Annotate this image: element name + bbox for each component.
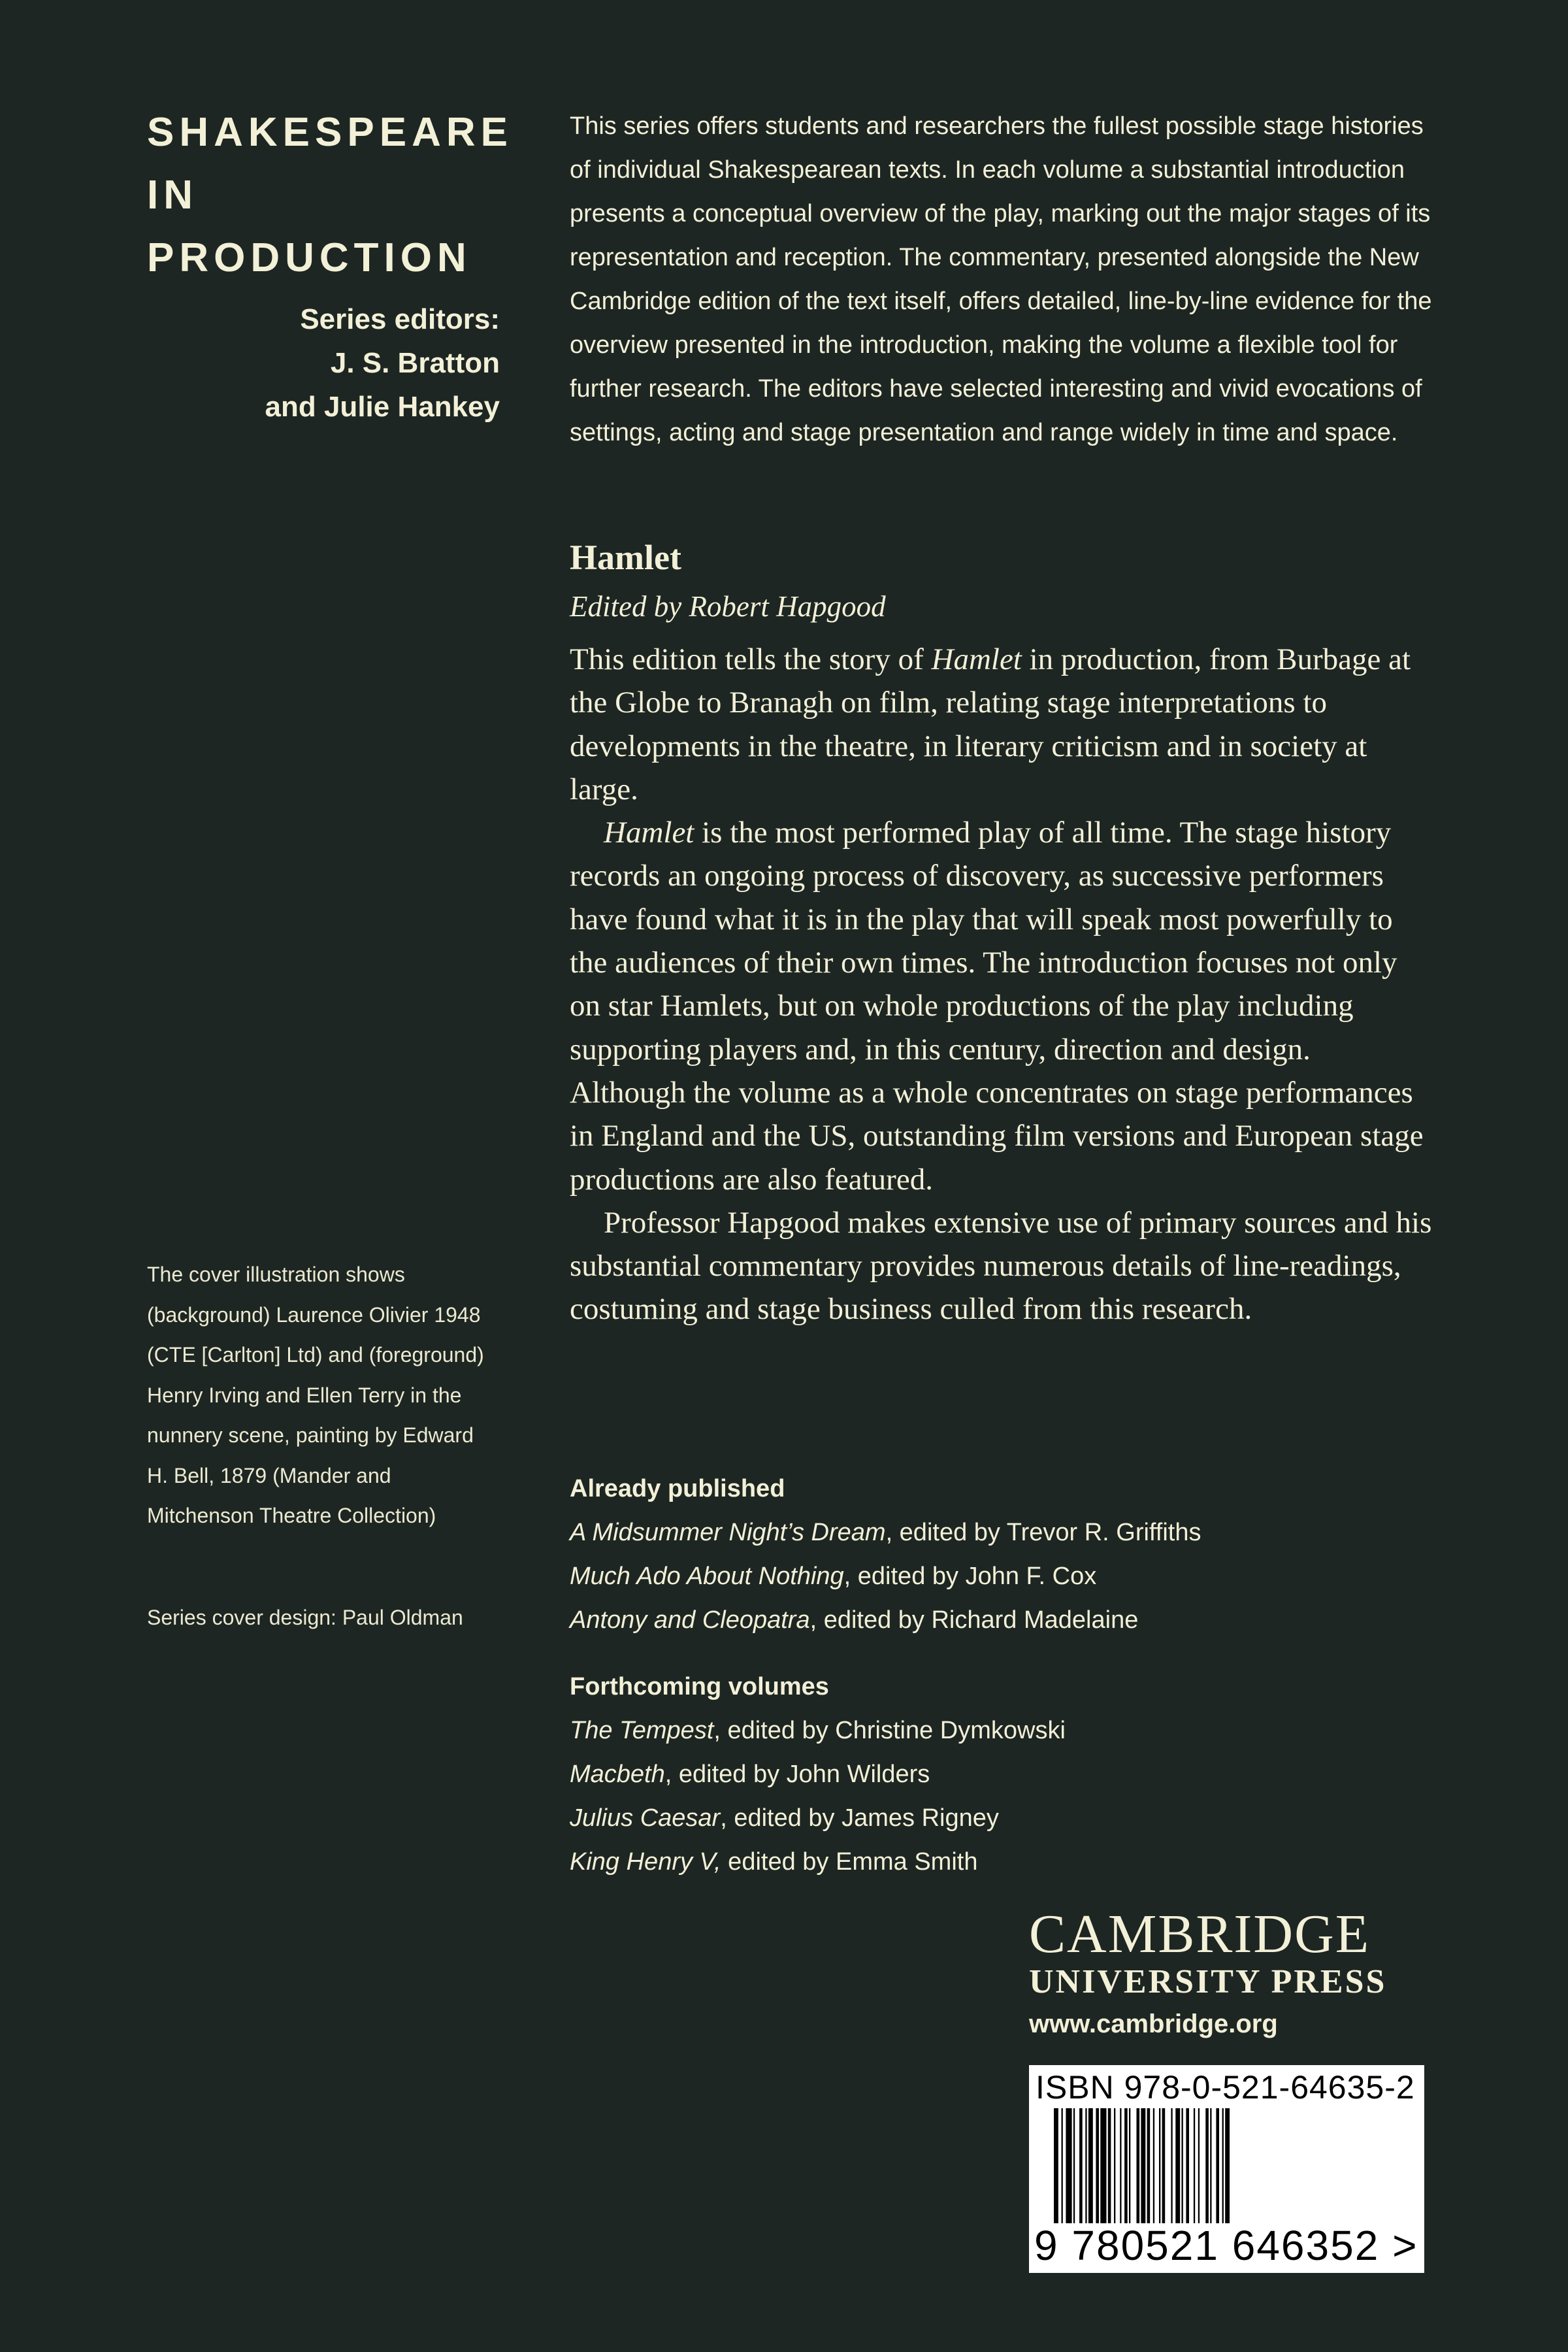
cover-design-credit: Series cover design: Paul Oldman: [147, 1606, 463, 1629]
list-item: [570, 1555, 1432, 1598]
publisher-name: CAMBRIDGE: [1029, 1904, 1371, 1964]
barcode-bar: [1159, 2108, 1160, 2223]
blurb-p1-title: Hamlet: [931, 642, 1022, 676]
series-title-line2: IN PRODUCTION: [147, 173, 472, 280]
series-editor-2: and Julie Hankey: [265, 391, 500, 423]
barcode-bar: [1085, 2108, 1086, 2223]
blurb-paragraph-2: [570, 811, 1432, 1201]
blurb-paragraph-3: Professor Hapgood makes extensive use of primary sources and his substantial commentary provides numerous details of line-readings, costuming and stage business culled from this research.: [570, 1205, 1432, 1327]
barcode-bar: [1108, 2108, 1111, 2223]
barcode-bars: [1054, 2108, 1400, 2223]
blurb-p1-text-end: in production, from Burbage at the Globe to Branagh on film, relating stage interpretations to developments in the theatre, in literary criticism and in society at large.: [570, 642, 1411, 806]
barcode-bar: [1054, 2108, 1058, 2223]
barcode-bar: [1147, 2108, 1151, 2223]
barcode-bar: [1120, 2108, 1121, 2223]
series-editor-1: J. S. Bratton: [330, 347, 500, 379]
isbn-text: ISBN 978-0-521-64635-2: [1036, 2069, 1415, 2106]
blurb-p2-text: is the most performed play of all time. The stage history records an ongoing process of discovery, as successive performers have found what it is in the play that will speak most powerfully to the audiences of their own times. The introduction focuses not only on star Hamlets, but on whole productions of the play including supporting players and, in this century, direction and design. Although the volume as a whole concentrates on stage performances in England and the US, outstanding film versions and European stage productions are also featured.: [570, 816, 1424, 1197]
barcode-bar: [1162, 2108, 1166, 2223]
series-title-line1: SHAKESPEARE: [147, 110, 513, 155]
barcode-bar: [1225, 2108, 1230, 2223]
barcode-bar: [1182, 2108, 1183, 2223]
barcode-bar: [1066, 2108, 1071, 2223]
list-item-editor: , edited by John Wilders: [664, 1761, 930, 1788]
series-editors: [147, 297, 500, 429]
publisher-url: www.cambridge.org: [1029, 2010, 1278, 2038]
list-item-editor: edited by Emma Smith: [721, 1848, 978, 1876]
barcode-bar: [1216, 2108, 1219, 2223]
already-published-list: [570, 1467, 1432, 1642]
barcode-bar: [1186, 2108, 1189, 2223]
list-item-title: Macbeth: [570, 1761, 665, 1788]
barcode-bar: [1141, 2108, 1145, 2223]
barcode-digits: 9 780521 646352 >: [1034, 2222, 1418, 2269]
blurb-p1-text: This edition tells the story of: [570, 642, 932, 676]
list-item-title: Much Ado About Nothing: [570, 1563, 844, 1590]
list-item: [570, 1753, 1432, 1797]
list-item-editor: , edited by James Rigney: [720, 1804, 999, 1832]
barcode-bar: [1073, 2108, 1075, 2223]
barcode-bar: [1194, 2108, 1195, 2223]
blurb-paragraph-1: [570, 638, 1432, 811]
list-item-title: King Henry V,: [570, 1848, 721, 1876]
list-item-title: Julius Caesar: [570, 1804, 721, 1832]
barcode-bar: [1171, 2108, 1172, 2223]
barcode-bar: [1153, 2108, 1154, 2223]
forthcoming-heading: Forthcoming volumes: [570, 1673, 829, 1700]
publisher-logo: [1029, 1905, 1428, 2044]
list-item-title: Antony and Cleopatra: [570, 1606, 810, 1634]
barcode-bar: [1079, 2108, 1083, 2223]
list-item: [570, 1598, 1432, 1642]
barcode-bar: [1222, 2108, 1224, 2223]
list-item-editor: , edited by Trevor R. Griffiths: [885, 1519, 1201, 1546]
book-editor: Edited by Robert Hapgood: [570, 590, 886, 623]
barcode-bar: [1114, 2108, 1115, 2223]
barcode-bar: [1124, 2108, 1128, 2223]
barcode: [1029, 2065, 1424, 2273]
already-published-heading: Already published: [570, 1475, 785, 1502]
list-item: [570, 1709, 1432, 1753]
book-title: Hamlet: [570, 538, 681, 577]
barcode-bar: [1088, 2108, 1093, 2223]
publisher-subtitle: UNIVERSITY PRESS: [1029, 1963, 1387, 2000]
list-item-editor: , edited by Richard Madelaine: [809, 1606, 1139, 1634]
list-item-title: A Midsummer Night’s Dream: [570, 1519, 886, 1546]
list-item-editor: , edited by Christine Dymkowski: [713, 1717, 1066, 1744]
cover-illustration-credit: The cover illustration shows (background) Laurence Olivier 1948 (CTE [Carlton] Ltd) and (foreground) Henry Irving and Ellen Terry in the nunnery scene, painting by Edward H. Bell, 1879 (Mander and Mitchenson Theatre Collection): [147, 1263, 484, 1527]
barcode-bar: [1198, 2108, 1200, 2223]
barcode-bar: [1205, 2108, 1209, 2223]
list-item: [570, 1797, 1432, 1840]
series-heading: [147, 101, 513, 429]
barcode-bar: [1096, 2108, 1099, 2223]
book-blurb: [570, 638, 1432, 1331]
list-item: [570, 1840, 1432, 1884]
barcode-bar: [1062, 2108, 1063, 2223]
series-description: This series offers students and researchers the fullest possible stage histories of individual Shakespearean texts. In each volume a substantial introduction presents a conceptual overview of the play, marking out the major stages of its representation and reception. The commentary, presented alongside the New Cambridge edition of the text itself, offers detailed, line-by-line evidence for the overview presented in the introduction, making the volume a flexible tool for further research. The editors have selected interesting and vivid evocations of settings, acting and stage presentation and range widely in time and space.: [570, 112, 1432, 446]
barcode-bar: [1129, 2108, 1130, 2223]
blurb-p2-title: Hamlet: [604, 816, 694, 850]
series-description-block: [570, 105, 1432, 455]
barcode-bar: [1137, 2108, 1140, 2223]
forthcoming-list: [570, 1665, 1432, 1884]
barcode-bar: [1210, 2108, 1211, 2223]
series-editors-label: Series editors:: [300, 303, 500, 335]
barcode-bar: [1175, 2108, 1180, 2223]
barcode-bar: [1100, 2108, 1106, 2223]
list-item-editor: , edited by John F. Cox: [843, 1563, 1097, 1590]
list-item-title: The Tempest: [570, 1717, 714, 1744]
list-item: [570, 1511, 1432, 1555]
